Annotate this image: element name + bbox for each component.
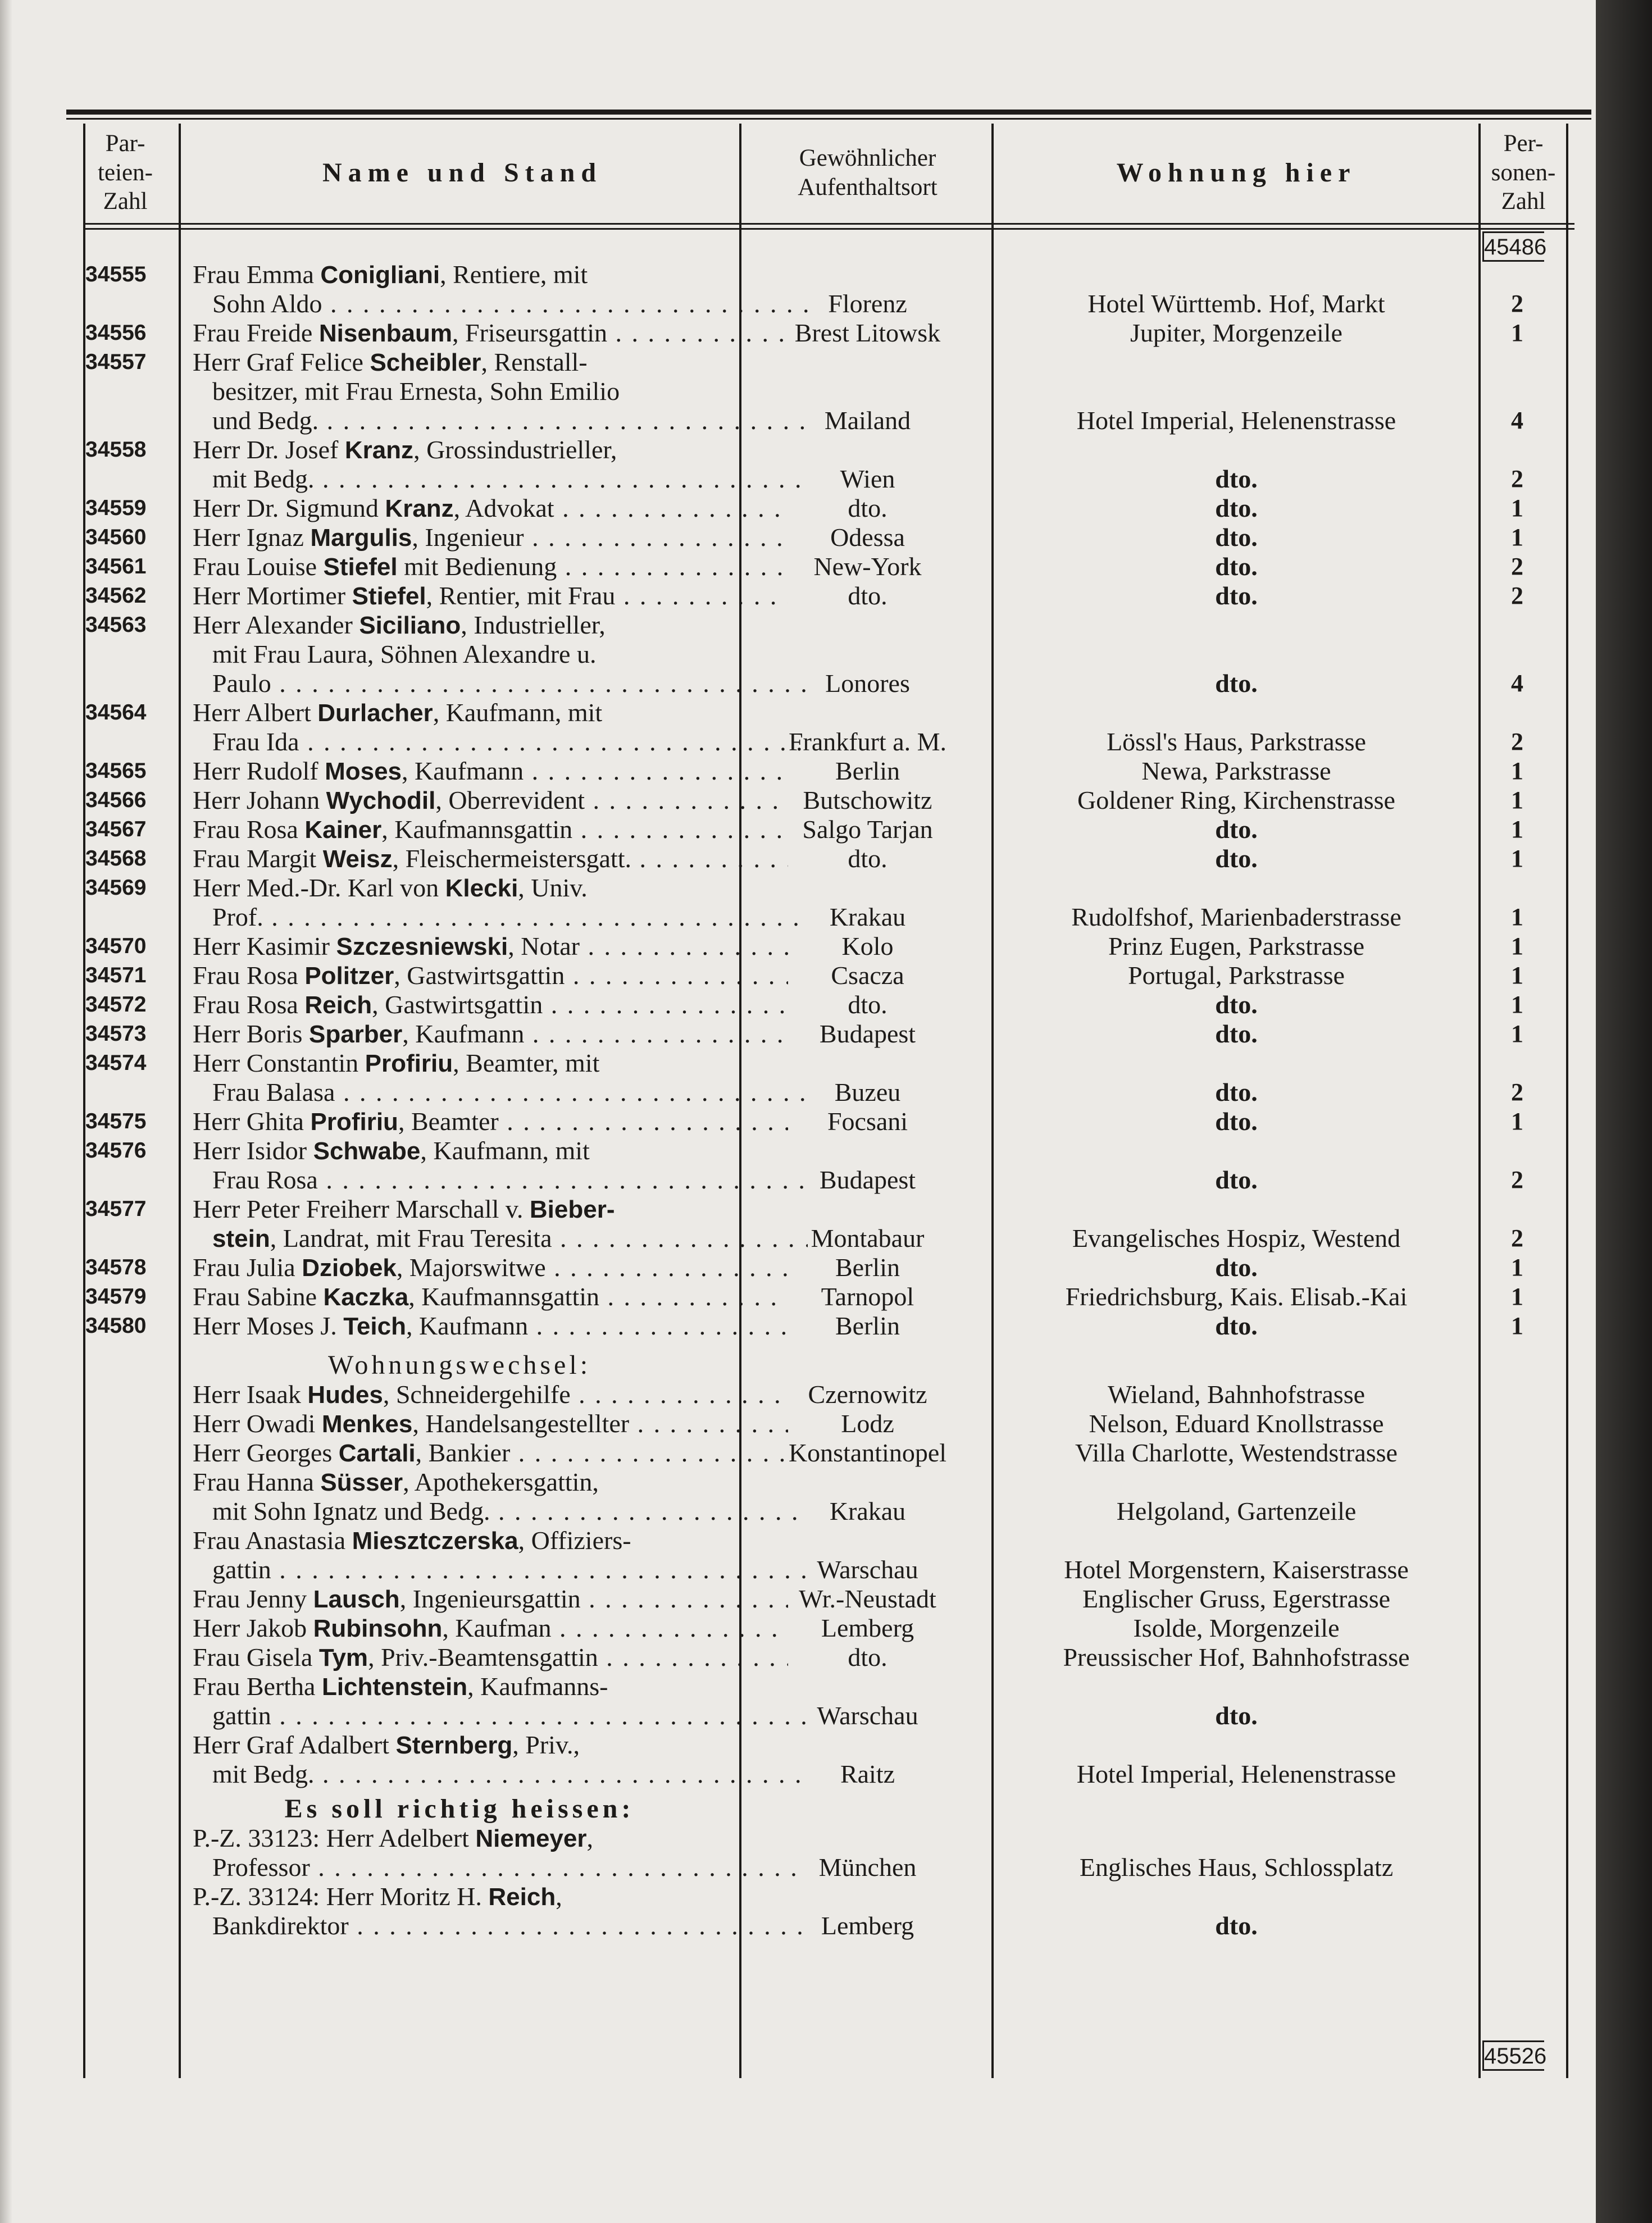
name-line: Professor . . . xyxy=(212,1853,808,1882)
table-row xyxy=(66,1672,1591,1730)
name-line: Herr Isidor Schwabe, Kaufmann, mit xyxy=(193,1136,590,1165)
residence-place: München xyxy=(818,1853,917,1882)
table-row xyxy=(66,260,1591,318)
name-line: besitzer, mit Frau Ernesta, Sohn Emilio xyxy=(212,377,620,406)
name-line: Herr Dr. Josef Kranz, Grossindustrieller, xyxy=(193,435,617,464)
surname: Szczesniewski xyxy=(336,933,508,960)
residence-place: dto. xyxy=(848,844,888,873)
party-number: 34572 xyxy=(85,992,147,1017)
table-row xyxy=(66,873,1591,932)
final-total: 45526 xyxy=(1482,2040,1544,2071)
surname: Hudes xyxy=(307,1381,383,1409)
section-title-correction: Es soll richtig heissen: xyxy=(284,1794,635,1824)
party-number: 34556 xyxy=(85,321,147,345)
local-address: dto. xyxy=(1215,1078,1258,1106)
persons-count: 2 xyxy=(1511,1224,1523,1252)
surname: Durlacher xyxy=(317,699,433,727)
local-address: Preussischer Hof, Bahnhofstrasse xyxy=(1063,1643,1410,1671)
local-address: Hotel Imperial, Helenenstrasse xyxy=(1076,1760,1396,1788)
residence-place: Tarnopol xyxy=(821,1282,914,1311)
party-number: 34565 xyxy=(85,759,147,783)
name-line: Herr Mortimer Stiefel, Rentier, mit Frau . . . xyxy=(193,581,788,611)
name-line: Frau Hanna Süsser, Apothekersgattin, xyxy=(193,1468,599,1496)
name-line: Frau Louise Stiefel mit Bedienung . . . xyxy=(193,552,788,582)
table-row xyxy=(66,1282,1591,1311)
local-address: Lössl's Haus, Parkstrasse xyxy=(1107,727,1366,756)
persons-count: 1 xyxy=(1511,1020,1523,1047)
name-line: Herr Jakob Rubinsohn, Kaufman . . . xyxy=(193,1614,788,1643)
residence-place: dto. xyxy=(848,494,888,522)
surname: Margulis xyxy=(310,524,412,552)
party-number: 34569 xyxy=(85,876,147,900)
persons-count: 2 xyxy=(1511,1078,1523,1106)
residence-place: Berlin xyxy=(835,1253,900,1282)
header-rule-double xyxy=(83,228,1574,230)
name-line: Herr Ignaz Margulis, Ingenieur . . . xyxy=(193,523,788,553)
residence-place: Kolo xyxy=(841,932,894,960)
local-address: dto. xyxy=(1215,581,1258,610)
surname: Klecki xyxy=(445,874,518,902)
local-address: Prinz Eugen, Parkstrasse xyxy=(1108,932,1365,960)
party-number: 34580 xyxy=(85,1314,147,1338)
persons-count: 1 xyxy=(1511,991,1523,1018)
name-line: mit Bedg. . . . xyxy=(212,464,808,494)
persons-count: 4 xyxy=(1511,669,1523,697)
table-row xyxy=(66,1409,1591,1438)
residence-place: Focsani xyxy=(827,1107,908,1136)
party-number: 34558 xyxy=(85,438,147,462)
party-number: 34574 xyxy=(85,1051,147,1075)
residence-place: Raitz xyxy=(840,1760,895,1788)
name-line: Herr Johann Wychodil, Oberrevident . . . xyxy=(193,786,788,816)
name-line: Herr Alexander Siciliano, Industrieller, xyxy=(193,611,606,639)
surname: Tym xyxy=(318,1644,368,1671)
persons-count: 1 xyxy=(1511,1254,1523,1281)
residence-place: Salgo Tarjan xyxy=(802,815,933,844)
name-line: P.-Z. 33123: Herr Adelbert Niemeyer, xyxy=(193,1824,593,1852)
name-line: mit Frau Laura, Söhnen Alexandre u. xyxy=(212,640,597,668)
table-row xyxy=(66,348,1591,435)
table-row xyxy=(66,1730,1591,1789)
surname: Rubinsohn xyxy=(313,1615,443,1642)
persons-count: 1 xyxy=(1511,932,1523,960)
name-line: Frau Rosa . . . xyxy=(212,1165,808,1195)
section-title-address-change: Wohnungswechsel: xyxy=(327,1350,591,1380)
table-row xyxy=(66,1380,1591,1409)
local-address: Englischer Gruss, Egerstrasse xyxy=(1082,1584,1391,1613)
surname: Cartali xyxy=(338,1440,416,1467)
table-row xyxy=(66,581,1591,611)
residence-place: Wr.-Neustadt xyxy=(799,1584,936,1613)
surname: Profiriu xyxy=(365,1050,453,1077)
local-address: dto. xyxy=(1215,1701,1258,1730)
persons-count: 1 xyxy=(1511,757,1523,785)
surname: Kaczka xyxy=(323,1283,409,1311)
table-row xyxy=(66,1468,1591,1526)
persons-count: 2 xyxy=(1511,582,1523,609)
persons-count: 1 xyxy=(1511,786,1523,814)
local-address: dto. xyxy=(1215,990,1258,1019)
name-line: Herr Albert Durlacher, Kaufmann, mit xyxy=(193,698,603,727)
name-line: mit Bedg. . . . xyxy=(212,1760,808,1789)
residence-place: dto. xyxy=(848,990,888,1019)
residence-place: Odessa xyxy=(830,523,905,552)
party-number: 34576 xyxy=(85,1138,147,1163)
surname: Sparber xyxy=(308,1021,403,1048)
residence-place: Lemberg xyxy=(821,1911,914,1940)
name-line: Herr Kasimir Szczesniewski, Notar . . . xyxy=(193,932,788,962)
surname: Siciliano xyxy=(359,612,461,639)
surname: Conigliani xyxy=(320,261,440,289)
table-row xyxy=(66,1584,1591,1614)
local-address: dto. xyxy=(1215,844,1258,873)
surname: Kranz xyxy=(344,436,414,464)
residence-place: Lemberg xyxy=(821,1614,914,1642)
page-edge-left xyxy=(0,0,12,2223)
name-line: Herr Owadi Menkes, Handelsangestellter . . . xyxy=(193,1409,788,1439)
surname: Lausch xyxy=(313,1586,400,1613)
residence-place: Budapest xyxy=(819,1165,916,1194)
surname: Kainer xyxy=(304,816,382,844)
residence-place: Berlin xyxy=(835,1311,900,1340)
table-row xyxy=(66,1195,1591,1253)
residence-place: Berlin xyxy=(835,757,900,785)
surname: Stiefel xyxy=(352,582,426,610)
persons-count: 2 xyxy=(1511,465,1523,493)
table-row xyxy=(66,698,1591,757)
persons-count: 1 xyxy=(1511,845,1523,872)
table-row xyxy=(66,757,1591,786)
name-line: Frau Ida . . . xyxy=(212,727,808,757)
party-number: 34570 xyxy=(85,934,147,958)
surname: Scheibler xyxy=(370,349,481,376)
surname: Nisenbaum xyxy=(318,320,453,347)
name-line: Frau Bertha Lichtenstein, Kaufmanns- xyxy=(193,1672,608,1701)
local-address: Hotel Morgenstern, Kaiserstrasse xyxy=(1064,1555,1409,1584)
name-line: Herr Constantin Profiriu, Beamter, mit xyxy=(193,1049,600,1077)
carry-over-total: 45486 xyxy=(1482,231,1544,262)
name-line: Frau Balasa . . . xyxy=(212,1078,808,1107)
name-line: Herr Moses J. Teich, Kaufmann . . . xyxy=(193,1311,788,1341)
local-address: dto. xyxy=(1215,815,1258,844)
persons-count: 1 xyxy=(1511,1283,1523,1310)
party-number: 34557 xyxy=(85,350,147,374)
header-place: Gewöhnlicher Aufenthaltsort xyxy=(798,144,938,201)
residence-place: Krakau xyxy=(829,903,906,931)
table-row xyxy=(66,1019,1591,1049)
residence-place: Butschowitz xyxy=(803,786,932,814)
table-row xyxy=(66,844,1591,873)
party-number: 34571 xyxy=(85,963,147,987)
persons-count: 4 xyxy=(1511,407,1523,434)
residence-place: Florenz xyxy=(828,289,907,318)
local-address: Wieland, Bahnhofstrasse xyxy=(1107,1380,1366,1409)
persons-count: 2 xyxy=(1511,728,1523,755)
local-address: Goldener Ring, Kirchenstrasse xyxy=(1077,786,1395,814)
surname: Teich xyxy=(343,1313,406,1340)
party-number: 34573 xyxy=(85,1022,147,1046)
surname: Dziobek xyxy=(302,1254,397,1282)
table-row xyxy=(66,523,1591,552)
local-address: Friedrichsburg, Kais. Elisab.-Kai xyxy=(1065,1282,1408,1311)
persons-count: 2 xyxy=(1511,290,1523,317)
name-line: Paulo . . . xyxy=(212,669,808,698)
party-number: 34559 xyxy=(85,496,147,520)
name-line: Herr Isaak Hudes, Schneidergehilfe . . . xyxy=(193,1380,788,1410)
table-row xyxy=(66,1824,1591,1882)
name-line: Sohn Aldo . . . xyxy=(212,289,808,318)
residence-place: Mailand xyxy=(824,406,911,435)
surname: Kranz xyxy=(385,495,454,522)
name-line: und Bedg. . . . xyxy=(212,406,808,435)
local-address: dto. xyxy=(1215,1165,1258,1194)
residence-place: Konstantinopel xyxy=(788,1438,947,1467)
persons-count: 1 xyxy=(1511,494,1523,522)
name-line: Frau Margit Weisz, Fleischermeistersgatt. . . . xyxy=(193,844,788,874)
name-line: Frau Anastasia Miesztczerska, Offiziers- xyxy=(193,1526,631,1555)
table-row xyxy=(66,1614,1591,1643)
local-address: dto. xyxy=(1215,1311,1258,1340)
surname: Moses xyxy=(325,758,402,785)
surname: Süsser xyxy=(320,1469,403,1496)
local-address: Rudolfshof, Marienbaderstrasse xyxy=(1071,903,1401,931)
name-line: Herr Peter Freiherr Marschall v. Bieber- xyxy=(193,1195,615,1223)
residence-place: Frankfurt a. M. xyxy=(788,727,947,756)
name-line: Herr Graf Felice Scheibler, Renstall- xyxy=(193,348,588,376)
local-address: Jupiter, Morgenzeile xyxy=(1130,318,1342,347)
party-number: 34568 xyxy=(85,846,147,871)
residence-place: Buzeu xyxy=(834,1078,901,1106)
surname: Weisz xyxy=(322,845,393,873)
surname: Reich xyxy=(304,991,372,1019)
name-line: Herr Med.-Dr. Karl von Klecki, Univ. xyxy=(193,873,588,902)
header-persons: Per- sonen- Zahl xyxy=(1491,130,1556,215)
name-line: Herr Rudolf Moses, Kaufmann . . . xyxy=(193,757,788,786)
persons-count: 1 xyxy=(1511,1312,1523,1340)
table-row xyxy=(66,1136,1591,1195)
surname: Stiefel xyxy=(323,553,398,581)
name-line: Frau Gisela Tym, Priv.-Beamtensgattin . . . xyxy=(193,1643,788,1673)
name-line: Frau Julia Dziobek, Majorswitwe . . . xyxy=(193,1253,788,1283)
page-edge-right xyxy=(1596,0,1652,2223)
local-address: Nelson, Eduard Knollstrasse xyxy=(1089,1409,1384,1438)
table-row xyxy=(66,552,1591,581)
persons-count: 1 xyxy=(1511,319,1523,347)
party-number: 34567 xyxy=(85,817,147,841)
local-address: Evangelisches Hospiz, Westend xyxy=(1072,1224,1401,1252)
persons-count: 1 xyxy=(1511,1108,1523,1135)
residence-place: Budapest xyxy=(819,1019,916,1048)
local-address: Helgoland, Gartenzeile xyxy=(1116,1497,1357,1525)
name-line: Frau Jenny Lausch, Ingenieursgattin . . . xyxy=(193,1584,788,1614)
table-row xyxy=(66,932,1591,961)
persons-count: 1 xyxy=(1511,816,1523,843)
local-address: Villa Charlotte, Westendstrasse xyxy=(1075,1438,1398,1467)
party-number: 34563 xyxy=(85,613,147,637)
residence-place: Krakau xyxy=(829,1497,906,1525)
party-number: 34562 xyxy=(85,584,147,608)
party-number: 34566 xyxy=(85,788,147,812)
table-row xyxy=(66,318,1591,348)
top-rule-thin xyxy=(66,118,1591,120)
local-address: dto. xyxy=(1215,552,1258,581)
surname: Miesztczerska xyxy=(352,1527,518,1555)
local-address: dto. xyxy=(1215,1253,1258,1282)
local-address: dto. xyxy=(1215,464,1258,493)
local-address: Newa, Parkstrasse xyxy=(1141,757,1331,785)
name-line: Herr Graf Adalbert Sternberg, Priv., xyxy=(193,1730,580,1759)
surname: Schwabe xyxy=(313,1137,421,1165)
residence-place: Czernowitz xyxy=(808,1380,927,1409)
local-address: Hotel Imperial, Helenenstrasse xyxy=(1076,406,1396,435)
table-row xyxy=(66,1049,1591,1107)
table-row xyxy=(66,786,1591,815)
name-line: Frau Freide Nisenbaum, Friseursgattin . . . xyxy=(193,318,788,348)
surname: Sternberg xyxy=(395,1732,513,1759)
name-line: P.-Z. 33124: Herr Moritz H. Reich, xyxy=(193,1882,562,1911)
name-line: stein, Landrat, mit Frau Teresita . . . xyxy=(212,1224,808,1254)
table-row xyxy=(66,1311,1591,1341)
table-row xyxy=(66,1253,1591,1282)
surname: stein xyxy=(212,1225,270,1252)
table-row xyxy=(66,611,1591,698)
party-number: 34578 xyxy=(85,1255,147,1279)
residence-place: Csacza xyxy=(831,961,904,990)
residence-place: Lodz xyxy=(841,1409,894,1438)
party-number: 34579 xyxy=(85,1284,147,1309)
table-row xyxy=(66,494,1591,523)
name-line: Frau Emma Conigliani, Rentiere, mit xyxy=(193,260,588,289)
table-row xyxy=(66,990,1591,1019)
name-line: Herr Ghita Profiriu, Beamter . . . xyxy=(193,1107,788,1137)
local-address: dto. xyxy=(1215,1019,1258,1048)
local-address: dto. xyxy=(1215,1911,1258,1940)
local-address: Englisches Haus, Schlossplatz xyxy=(1079,1853,1394,1882)
name-line: Herr Georges Cartali, Bankier . . . xyxy=(193,1438,788,1468)
name-line: Herr Boris Sparber, Kaufmann . . . xyxy=(193,1019,788,1049)
persons-count: 2 xyxy=(1511,553,1523,580)
residence-place: dto. xyxy=(848,1643,888,1671)
surname: Profiriu xyxy=(310,1108,398,1136)
local-address: Hotel Württemb. Hof, Markt xyxy=(1087,289,1385,318)
table-row xyxy=(66,1643,1591,1672)
residence-place: New-York xyxy=(813,552,922,581)
local-address: dto. xyxy=(1215,523,1258,552)
table-row xyxy=(66,1882,1591,1940)
persons-count: 2 xyxy=(1511,1166,1523,1194)
party-number: 34575 xyxy=(85,1109,147,1133)
local-address: Portugal, Parkstrasse xyxy=(1128,961,1345,990)
surname: Wychodil xyxy=(326,787,436,814)
name-line: Frau Sabine Kaczka, Kaufmannsgattin . . . xyxy=(193,1282,788,1312)
name-line: Herr Dr. Sigmund Kranz, Advokat . . . xyxy=(193,494,788,523)
party-number: 34555 xyxy=(85,262,147,286)
top-rule-thick xyxy=(66,110,1591,115)
name-line: gattin . . . xyxy=(212,1555,808,1584)
surname: Niemeyer xyxy=(475,1825,587,1852)
header-name: Name und Stand xyxy=(322,157,603,188)
surname: Politzer xyxy=(304,962,394,990)
residence-place: dto. xyxy=(848,581,888,610)
residence-place: Warschau xyxy=(817,1555,918,1584)
residence-place: Lonores xyxy=(825,669,910,698)
name-line: Prof. . . . xyxy=(212,903,808,932)
table-row xyxy=(66,1438,1591,1468)
local-address: dto. xyxy=(1215,669,1258,698)
party-number: 34577 xyxy=(85,1197,147,1221)
party-number: 34564 xyxy=(85,700,147,725)
table-row xyxy=(66,1107,1591,1136)
residence-place: Warschau xyxy=(817,1701,918,1730)
header-rule xyxy=(83,223,1574,225)
local-address: dto. xyxy=(1215,1107,1258,1136)
header-address: Wohnung hier xyxy=(1116,157,1357,188)
persons-count: 1 xyxy=(1511,903,1523,931)
surname: Reich xyxy=(488,1883,556,1911)
name-line: gattin . . . xyxy=(212,1701,808,1730)
name-line: Frau Rosa Reich, Gastwirtsgattin . . . xyxy=(193,990,788,1020)
table-row xyxy=(66,815,1591,844)
party-number: 34560 xyxy=(85,525,147,549)
surname: Menkes xyxy=(321,1410,413,1438)
guest-register-table xyxy=(66,110,1591,2078)
header-party-number: Par- teien- Zahl xyxy=(98,130,153,215)
residence-place: Montabaur xyxy=(811,1224,925,1252)
name-line: mit Sohn Ignatz und Bedg. . . . xyxy=(212,1497,808,1526)
name-line: Bankdirektor . . . xyxy=(212,1911,808,1940)
surname: Bieber- xyxy=(529,1196,615,1223)
table-row xyxy=(66,961,1591,990)
persons-count: 1 xyxy=(1511,962,1523,989)
table-row xyxy=(66,435,1591,494)
residence-place: Wien xyxy=(840,464,895,493)
party-number: 34561 xyxy=(85,554,147,578)
table-row xyxy=(66,1526,1591,1584)
name-line: Frau Rosa Kainer, Kaufmannsgattin . . . xyxy=(193,815,788,845)
local-address: dto. xyxy=(1215,494,1258,522)
residence-place: Brest Litowsk xyxy=(794,318,941,347)
local-address: Isolde, Morgenzeile xyxy=(1133,1614,1340,1642)
surname: Lichtenstein xyxy=(321,1673,468,1701)
persons-count: 1 xyxy=(1511,523,1523,551)
name-line: Frau Rosa Politzer, Gastwirtsgattin . . . xyxy=(193,961,788,991)
